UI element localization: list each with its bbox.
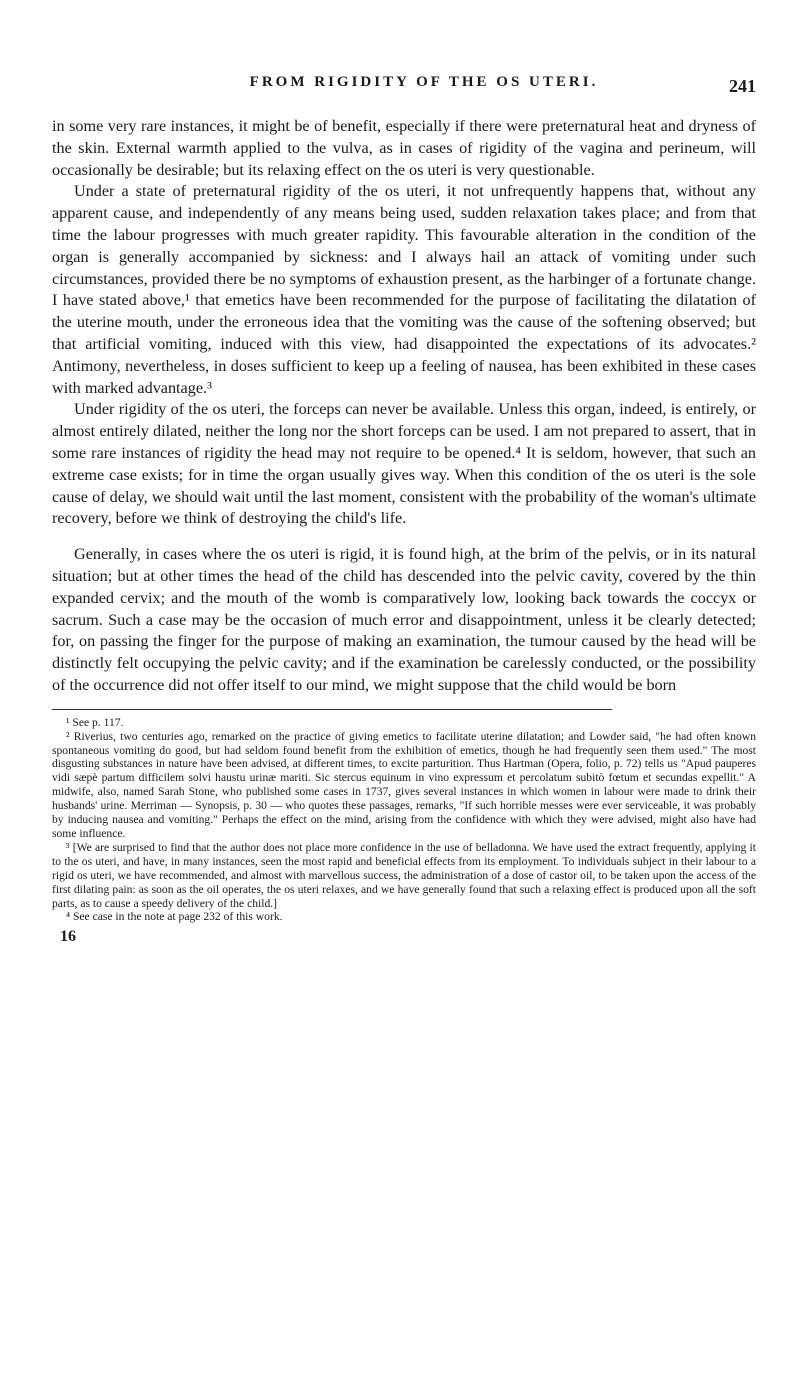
paragraph: Under a state of preternatural rigidity of the os uteri, it not unfrequently happens that, without any apparent cause, and independently of any means being used, sudden relaxation takes place; and from that time the labour progresses with much greater rapidity. This favourable alteration in the condition of the organ is generally accompanied by sickness: and I always hail an attack of vomiting under such circumstances, provided there be no symptoms of exhaustion present, as the harbinger of a fortunate change. I have stated above,¹ that emetics have been recommended for the purpose of facilitating the dilatation of the uterine mouth, under the erroneous idea that the vomiting was the cause of the softening observed; but that artificial vomiting, induced with this view, had disappointed the expectations of its advocates.² Antimony, nevertheless, in doses sufficient to keep up a feeling of nausea, has been exhibited in these cases with marked advantage.³: [52, 182, 756, 397]
running-head: [52, 0, 756, 108]
footnote: ¹ See p. 117.: [66, 715, 124, 729]
paragraph: Under rigidity of the os uteri, the forceps can never be available. Unless this organ, indeed, is entirely, or almost entirely dilated, neither the long nor the short forceps can be used. I am not prepared to assert, that in some rare instances of rigidity the head may not require to be opened.⁴ It is seldom, however, that such an extreme case exists; for in time the organ usually gives way. When this condition of the os uteri is the sole cause of delay, we should wait until the last moment, consistent with the probability of the woman's ultimate recovery, before we think of destroying the child's life.: [52, 400, 756, 528]
footnotes: [52, 716, 756, 925]
page-number: 241: [729, 76, 756, 96]
paragraph: in some very rare instances, it might be of benefit, especially if there were preternatural heat and dryness of the skin. External warmth applied to the vulva, as in cases of rigidity of the vagina and perineum, will occasionally be desirable; but its relaxing effect on the os uteri is very questionable.: [52, 117, 756, 179]
signature-mark: 16: [60, 928, 76, 946]
footnote: ² Riverius, two centuries ago, remarked on the practice of giving emetics to facilitate uterine dilatation; and Lowder said, "he had often known spontaneous vomiting do good, but had seldom found benefit from the exhibition of emetics, though he had frequently seen them used." The most disgusting substances in nature have been advised, at different times, to excite parturition. Thus Hartman (Opera, folio, p. 72) tells us "Apud pauperes vidi sæpè partum difficilem solvi haustu urinæ mariti. Sic stercus equinum in vino expressum et percolatum subitò fœtum et secundas expellit." A midwife, also, named Sarah Stone, who published some cases in 1737, gives several instances in which women in labour were made to drink their husbands' urine. Merriman — Synopsis, p. 30 — who quotes these passages, remarks, "If such horrible messes were ever serviceable, it was probably by inducing nausea and vomiting." Perhaps the effect on the mind, arising from the confidence with which they were advised, might also have had some influence.: [52, 729, 756, 840]
body-text: [52, 116, 756, 697]
footnote-rule: [52, 709, 612, 710]
running-title: FROM RIGIDITY OF THE OS UTERI.: [249, 74, 599, 90]
footnote: ³ [We are surprised to find that the author does not place more confidence in the use of belladonna. We have used the extract frequently, applying it to the os uteri, and have, in many instances, seen the most rapid and beneficial effects from its employment. To individuals subject in their labour to a rigid os uteri, we have recommended, and almost with marvellous success, the administration of a dose of castor oil, to be taken upon the access of the first dilating pain: as soon as the oil operates, the os uteri relaxes, and we have generally found that such a relaxing effect is produced upon all the soft parts, as to cause a speedy delivery of the child.]: [52, 840, 756, 910]
footnote: ⁴ See case in the note at page 232 of this work.: [66, 910, 283, 924]
paragraph: Generally, in cases where the os uteri is rigid, it is found high, at the brim of the pelvis, or in its natural situation; but at other times the head of the child has descended into the pelvic cavity, covered by the thin expanded cervix; and the mouth of the womb is comparatively low, looking back towards the coccyx or sacrum. Such a case may be the occasion of much error and disappointment, unless it be clearly detected; for, on passing the finger for the purpose of making an examination, the tumour caused by the head will be distinctly felt occupying the pelvic cavity; and if the examination be carelessly conducted, or the possibility of the occurrence did not offer itself to our mind, we might suppose that the child would be born: [52, 545, 756, 694]
